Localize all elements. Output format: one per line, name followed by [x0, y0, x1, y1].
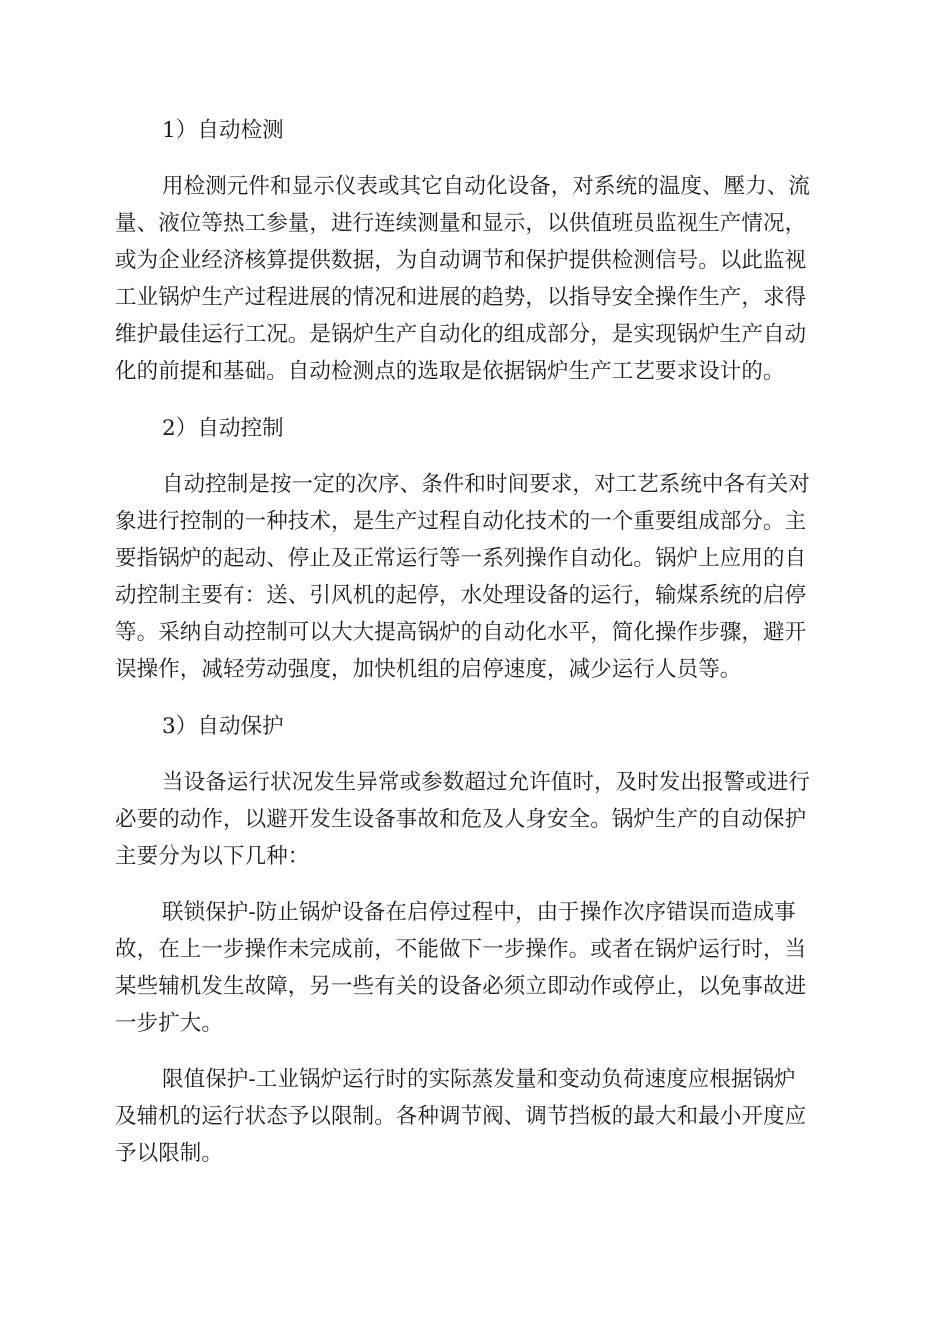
paragraph-line: 当设备运行状况发生异常或参数超过允许值时，及时发出报警或进行	[162, 770, 811, 795]
section-heading-1: 1）自动检测	[162, 118, 284, 143]
paragraph-line: 动控制主要有：送、引风机的起停，水处理设备的运行，输煤系统的启停	[115, 583, 807, 608]
paragraph-line: 维护最佳运行工况。是锅炉生产自动化的组成部分，是实现锅炉生产自动	[115, 322, 807, 347]
paragraph-line: 象进行控制的一种技术，是生产过程自动化技术的一个重要组成部分。主	[115, 509, 807, 534]
paragraph-line: 量、液位等热工参量，进行连续测量和显示，以供值班员监视生产情况，	[115, 211, 807, 236]
paragraph-line: 主要分为以下几种：	[115, 844, 310, 869]
paragraph-line: 工业锅炉生产过程进展的情况和进展的趋势，以指导安全操作生产，求得	[115, 285, 807, 310]
paragraph-line: 用检测元件和显示仪表或其它自动化设备，对系统的温度、壓力、流	[162, 174, 811, 199]
paragraph-line: 或为企业经济核算提供数据，为自动调节和保护提供检测信号。以此监视	[115, 248, 807, 273]
paragraph-line: 要指锅炉的起动、停止及正常运行等一系列操作自动化。锅炉上应用的自	[115, 546, 807, 571]
paragraph-line: 限值保护-工业锅炉运行时的实际蒸发量和变动负荷速度应根据锅炉	[162, 1067, 796, 1092]
section-heading-2: 2）自动控制	[162, 416, 284, 441]
paragraph-line: 自动控制是按一定的次序、条件和时间要求，对工艺系统中各有关对	[162, 472, 811, 497]
paragraph-line: 化的前提和基础。自动检测点的选取是依据锅炉生产工艺要求设计的。	[115, 359, 785, 384]
paragraph-line: 及辅机的运行状态予以限制。各种调节阀、调节挡板的最大和最小开度应	[115, 1104, 807, 1129]
section-heading-3: 3）自动保护	[162, 714, 284, 739]
paragraph-line: 误操作，减轻劳动强度，加快机组的启停速度，减少运行人员等。	[115, 657, 742, 682]
paragraph-line: 故，在上一步操作未完成前，不能做下一步操作。或者在锅炉运行时，当	[115, 937, 807, 962]
paragraph-line: 联锁保护-防止锅炉设备在启停过程中，由于操作次序错误而造成事	[162, 900, 796, 925]
paragraph-line: 等。采纳自动控制可以大大提高锅炉的自动化水平，简化操作步骤，避开	[115, 620, 807, 645]
paragraph-line: 某些辅机发生故障，另一些有关的设备必须立即动作或停止，以免事故进	[115, 974, 807, 999]
paragraph-line: 一步扩大。	[115, 1011, 224, 1036]
paragraph-line: 必要的动作，以避开发生设备事故和危及人身安全。锅炉生产的自动保护	[115, 807, 807, 832]
paragraph-line: 予以限制。	[115, 1141, 224, 1166]
